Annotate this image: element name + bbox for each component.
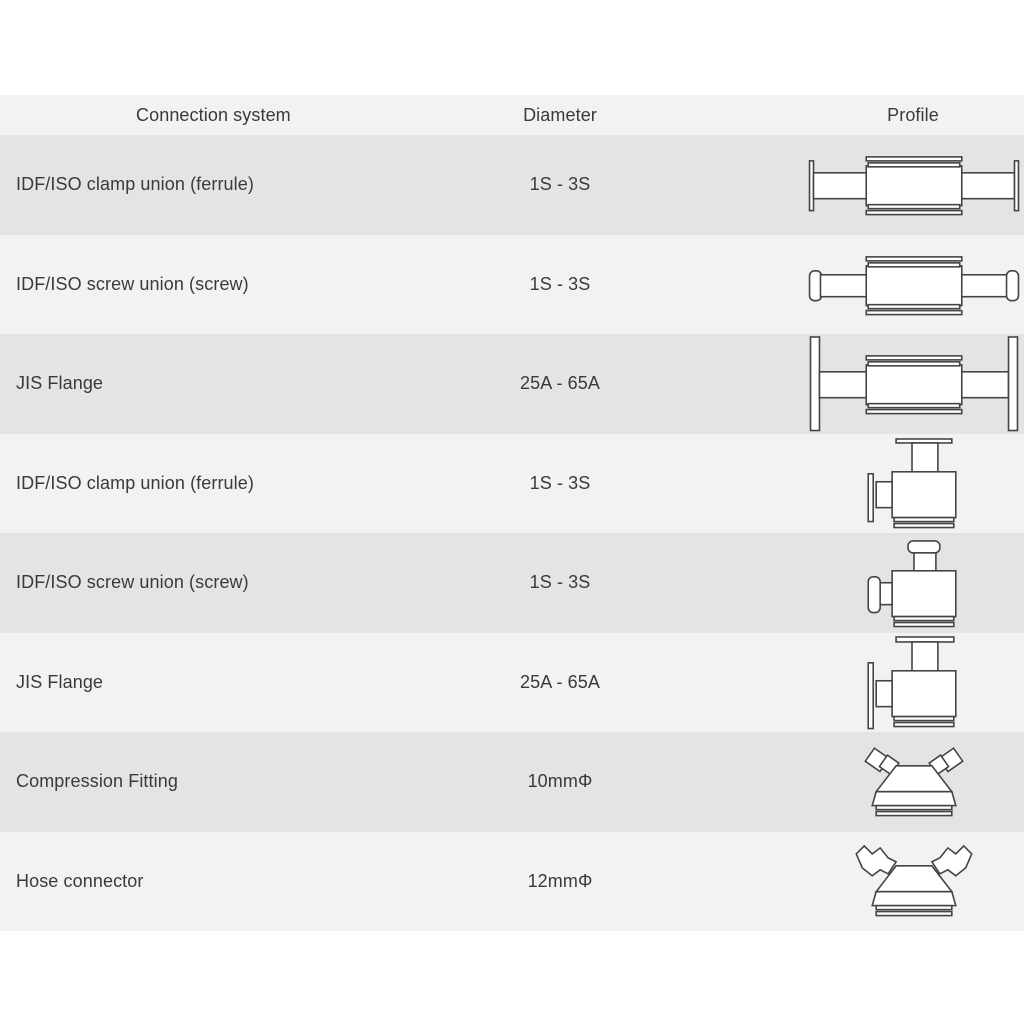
diameter-cell: 1S - 3S <box>529 572 591 593</box>
diameter-cell: 1S - 3S <box>529 174 591 195</box>
connection-cell: JIS Flange <box>16 373 104 394</box>
connection-cell: JIS Flange <box>16 671 104 692</box>
compression-fitting-icon <box>804 732 1024 832</box>
diameter-cell: 25A - 65A <box>520 373 600 394</box>
straight-flange-icon <box>804 334 1024 434</box>
table-row <box>0 235 1024 335</box>
connection-cell: IDF/ISO screw union (screw) <box>16 273 249 294</box>
connection-cell: Hose connector <box>16 870 144 891</box>
table-row <box>0 135 1024 235</box>
connection-spec-table <box>0 95 1024 931</box>
header-diameter: Diameter <box>523 104 597 125</box>
diameter-cell: 1S - 3S <box>529 472 591 493</box>
connection-cell: Compression Fitting <box>16 771 178 792</box>
header-profile: Profile <box>887 104 939 125</box>
header-connection-system: Connection system <box>136 104 291 125</box>
elbow-screw-union-icon <box>804 533 1024 633</box>
connection-cell: IDF/ISO screw union (screw) <box>16 572 249 593</box>
table-header <box>0 95 1024 135</box>
diameter-cell: 12mmΦ <box>527 870 593 891</box>
elbow-flange-icon <box>804 633 1024 733</box>
table-row <box>0 334 1024 434</box>
connection-cell: IDF/ISO clamp union (ferrule) <box>16 174 254 195</box>
straight-screw-union-icon <box>804 235 1024 335</box>
table-row <box>0 434 1024 534</box>
hose-connector-icon <box>804 832 1024 932</box>
table-row <box>0 732 1024 832</box>
diameter-cell: 25A - 65A <box>520 671 600 692</box>
diameter-cell: 1S - 3S <box>529 273 591 294</box>
diameter-cell: 10mmΦ <box>527 771 593 792</box>
table-row <box>0 533 1024 633</box>
elbow-clamp-union-icon <box>804 434 1024 534</box>
straight-clamp-union-icon <box>804 135 1024 235</box>
table-row <box>0 832 1024 932</box>
table-row <box>0 633 1024 733</box>
connection-cell: IDF/ISO clamp union (ferrule) <box>16 472 254 493</box>
